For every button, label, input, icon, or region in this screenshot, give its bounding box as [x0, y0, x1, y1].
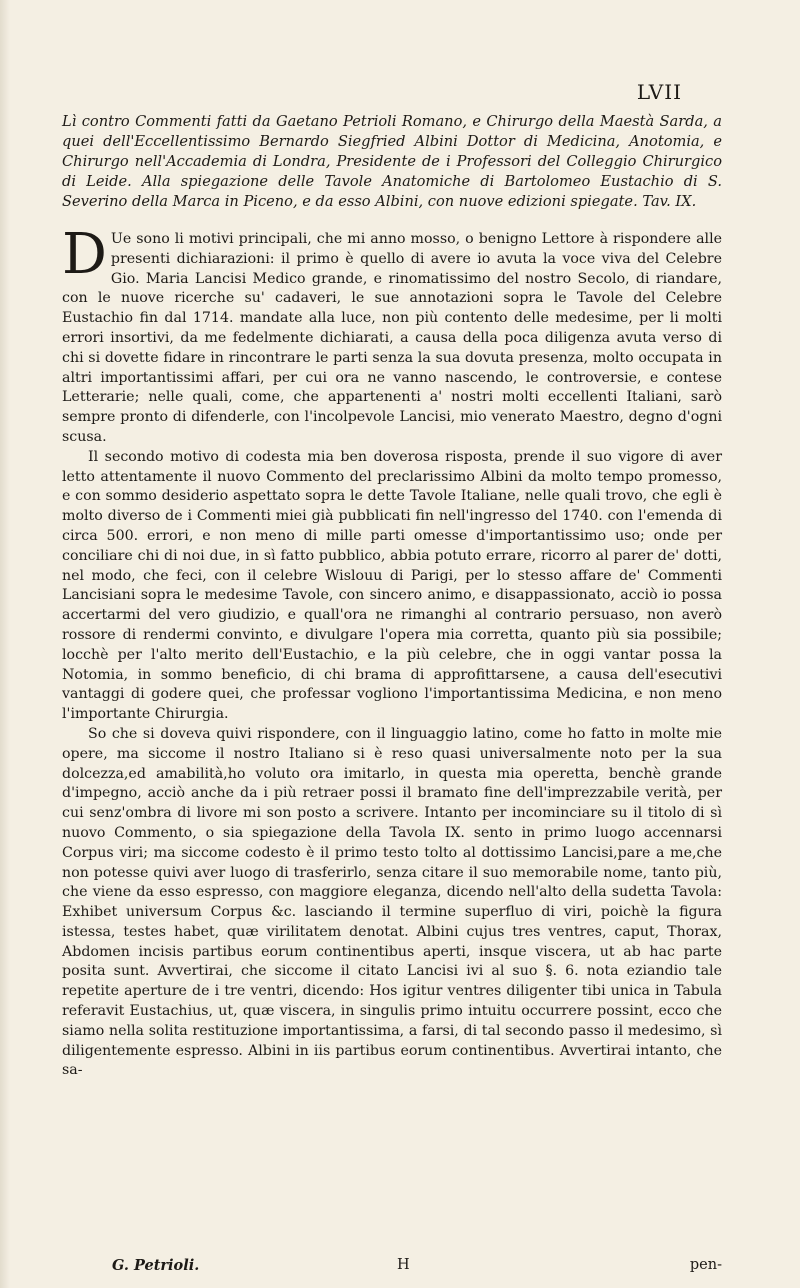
page-edge-shadow: [0, 0, 10, 1288]
footer-author: G. Petrioli.: [112, 1257, 200, 1274]
signature-mark: H: [397, 1257, 410, 1273]
chapter-heading: Lì contro Commenti fatti da Gaetano Petrioli Romano, e Chirurgo della Maestà Sarda, a quei dell'Eccellentissimo Bernardo Siegfried Albini Dottor di Medicina, Anotomia, e Chirurgo nell'Accademia di Londra, Presidente de i Professori del Colleggio Chirurgico di Leide. Alla spiegazione delle Tavole Anatomiche di Bartolomeo Eustachio di S. Severino della Marca in Piceno, e da esso Albini, con nuove edizioni spiegate. Tav. IX.: [62, 113, 722, 210]
paragraph-1: [62, 222, 722, 448]
paragraph-1-text: Ue sono li motivi principali, che mi anno mosso, o benigno Lettore à rispondere alle presenti dichiarazioni: il primo è quello di avere io avuta la voce viva del Celebre Gio. Maria Lancisi Medico grande, e rinomatissimo del nostro Secolo, di riandare, con le nuove ricerche su' cadaveri, le sue annotazioni sopra le Tavole del Celebre Eustachio fin dal 1714. mandate alla luce, non più contento delle medesime, per li molti errori insortivi, da me fedelmente dichiarati, a causa della poca diligenza avuta verso di chi si dovette fidare in rincontrare le parti senza la sua dovuta presenza, molto occupata in altri importantissimi affari, per cui ora ne vanno nascendo, le controversie, e contese Letterarie; nelle quali, come, che appartenenti a' nostri molti eccellenti Italiani, sarò sempre pronto di difenderle, con l'incolpevole Lancisi, mio venerato Maestro, degno d'ogni scusa.: [62, 231, 722, 445]
catchword: pen-: [689, 1257, 722, 1273]
body-text: [62, 222, 722, 1081]
page-number: LVII: [636, 80, 682, 104]
paragraph-2: Il secondo motivo di codesta mia ben doverosa risposta, prende il suo vigore di aver letto attentamente il nuovo Commento del preclarissimo Albini da molto tempo promesso, e con sommo desiderio aspettato sopra le dette Tavole Italiane, nelle quali trovo, che egli è molto diverso de i Commenti miei già pubblicati fin nell'ingresso del 1740. con l'emenda di circa 500. errori, e non meno di mille parti omesse d'importantissimo uso; onde per conciliare chi di noi due, in sì fatto pubblico, abbia potuto errare, ricorro al parer de' dotti, nel modo, che feci, con il celebre Wislouu di Parigi, per lo stesso affare de' Commenti Lancisiani sopra le medesime Tavole, con sincero animo, e disappassionato, acciò io possa accertarmi del vero giudizio, e quall'ora ne rimanghi al contrario persuaso, non averò rossore di rendermi convinto, e divulgare l'opera mia corretta, quanto più sia possibile; locchè per l'alto merito dell'Eustachio, e la più celebre, che in oggi vantar possa la Notomia, in sommo beneficio, di chi brama di approfittarsene, a causa dell'esecutivi vantaggi di godere quei, che professar vogliono l'importantissima Medicina, e non meno l'importante Chirurgia.: [62, 448, 722, 723]
paragraph-3: So che si doveva quivi rispondere, con il linguaggio latino, come ho fatto in molte mie opere, ma siccome il nostro Italiano si è reso quasi universalmente noto per la sua dolcezza,ed amabilità,ho voluto ora imitarlo, in questa mia operetta, benchè grande d'impegno, acciò anche da i più retraer possi il bramato fine dell'imprezzabile verità, per cui senz'ombra di livore mi son posto a scrivere. Intanto per incominciare su il titolo di sì nuovo Commento, o sia spiegazione della Tavola IX. sento in primo luogo accennarsi Corpus viri; ma siccome codesto è il primo testo tolto al dottissimo Lancisi,pare a me,che non potesse quivi aver luogo di trasferirlo, senza citare il suo memorabile nome, tanto più, che viene da esso espresso, con maggiore eleganza, dicendo nell'alto della sudetta Tavola: Exhibet universum Corpus &c. lasciando il termine superfluo di viri, poichè la figura istessa, testes habet, quæ virilitatem denotat. Albini cujus tres ventres, caput, Thorax, Abdomen incisis partibus eorum continentibus aperti, insque viscera, ut ab hac parte posita sunt. Avvertirai, che siccome il citato Lancisi ivi al suo §. 6. nota eziandio tale repetite aperture de i tre ventri, dicendo: Hos igitur ventres diligenter tibi unica in Tabula referavit Eustachius, ut, quæ viscera, in singulis primo intuitu occurrere possint, ecco che siamo nella solita restituzione importantissima, a farsi, di tal secondo passo il medesimo, sì diligentemente espresso. Albini in iis partibus eorum continentibus. Avvertirai intanto, che sa-: [62, 725, 722, 1079]
drop-cap: D: [62, 222, 107, 287]
